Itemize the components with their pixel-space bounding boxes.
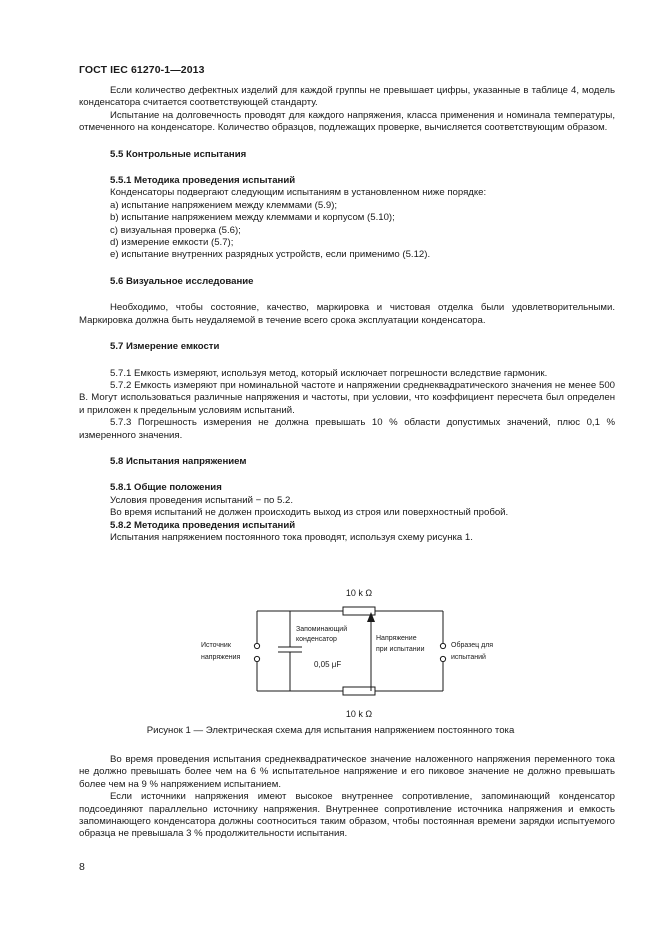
capacitor-value: 0,05 μF	[314, 660, 342, 669]
section-heading-5-7: 5.7 Измерение емкости	[110, 341, 220, 353]
list-item: a) испытание напряжением между клеммами (5.9);	[110, 199, 338, 211]
terminal-icon	[254, 643, 259, 648]
paragraph: Испытания напряжением постоянного тока проводят, используя схему рисунка 1.	[110, 531, 473, 543]
paragraph: Если количество дефектных изделий для каждой группы не превышает цифры, указанные в таблице 4, модель конденсатора считается соответствующей стандарту.	[79, 85, 615, 109]
paragraph: Во время проведения испытания среднеквадратическое значение наложенного напряжения переменного тока не должно превышать более чем на 6 % испытательное напряжение и его пиковое значение не должно превышать более чем на 9 % напряжением испытанием.	[79, 754, 615, 790]
resistor-top-label: 10 k Ω	[345, 588, 373, 598]
capacitor-label: конденсатор	[296, 636, 337, 643]
text-block-lower	[79, 754, 615, 841]
section-heading-5-8-2: 5.8.2 Методика проведения испытаний	[110, 519, 296, 531]
list-item: c) визуальная проверка (5.6);	[110, 224, 241, 236]
list-item: e) испытание внутренних разрядных устройств, если применимо (5.12).	[110, 249, 431, 261]
source-label: напряжения	[201, 654, 241, 661]
section-heading-5-6: 5.6 Визуальное исследование	[110, 275, 254, 287]
capacitor-label: Запоминающий	[296, 626, 348, 633]
paragraph: 5.7.2 Емкость измеряют при номинальной частоте и напряжении среднеквадратического значения не менее 500 В. Могут использоваться различные напряжения и частоты, при условии, что коэффициент пересчета был определен и приложен к предельным условиям испытаний.	[79, 379, 615, 416]
sample-label: испытаний	[451, 654, 486, 661]
text-block-upper	[79, 85, 615, 544]
paragraph: Необходимо, чтобы состояние, качество, маркировка и чистовая отделка были удовлетворительными. Маркировка должна быть неудаляемой в течение всего срока эксплуатации конденсатора.	[79, 302, 615, 326]
section-heading-5-8: 5.8 Испытания напряжением	[110, 455, 247, 467]
terminal-icon	[254, 656, 259, 661]
paragraph: Условия проведения испытаний − по 5.2.	[110, 494, 294, 506]
paragraph: Во время испытаний не должен происходить выход из строя или поверхностный пробой.	[110, 507, 509, 519]
page-number: 8	[79, 861, 85, 873]
voltage-arrow-icon	[367, 612, 375, 622]
paragraph: 5.7.3 Погрешность измерения не должна превышать 10 % области допустимых значений, плюс 0,1 % измеренного значения.	[79, 417, 615, 441]
section-heading-5-8-1: 5.8.1 Общие положения	[110, 482, 222, 494]
list-item: b) испытание напряжением между клеммами и корпусом (5.10);	[110, 212, 395, 224]
figure-caption: Рисунок 1 — Электрическая схема для испытания напряжением постоянного тока	[146, 725, 515, 736]
paragraph: Конденсаторы подвергают следующим испытаниям в установленном ниже порядке:	[110, 187, 487, 199]
source-label: Источник	[201, 642, 231, 649]
resistor-bottom-icon	[343, 687, 375, 695]
list-item: d) измерение емкости (5.7);	[110, 237, 234, 249]
sample-label: Образец для	[451, 642, 494, 649]
resistor-top-icon	[343, 607, 375, 615]
section-heading-5-5: 5.5 Контрольные испытания	[110, 148, 247, 160]
voltage-label: Напряжение	[376, 635, 417, 642]
resistor-bottom-label: 10 k Ω	[345, 709, 373, 719]
paragraph: Если источники напряжения имеют высокое внутреннее сопротивление, запоминающий конденсатор подсоединяют параллельно источнику напряжения. Внутреннее сопротивление источника напряжения и емкость запоминающего конденсатора должны соотноситься таким образом, чтобы постоянная времени зарядки испытуемого образца не превышала 3 % продолжительности испытания.	[79, 791, 615, 840]
section-heading-5-5-1: 5.5.1 Методика проведения испытаний	[110, 175, 296, 187]
voltage-label: при испытании	[376, 646, 425, 653]
terminal-icon	[440, 656, 445, 661]
circuit-diagram	[195, 583, 515, 723]
paragraph: 5.7.1 Емкость измеряют, используя метод, который исключает погрешности вследствие гармоник.	[110, 367, 548, 379]
terminal-icon	[440, 643, 445, 648]
paragraph: Испытание на долговечность проводят для каждого напряжения, класса применения и номинала температуры, отмеченного на конденсаторе. Количество образцов, подлежащих проверке, вычисляется соответствующим образом.	[79, 109, 615, 134]
document-header: ГОСТ IEC 61270-1—2013	[79, 64, 205, 76]
